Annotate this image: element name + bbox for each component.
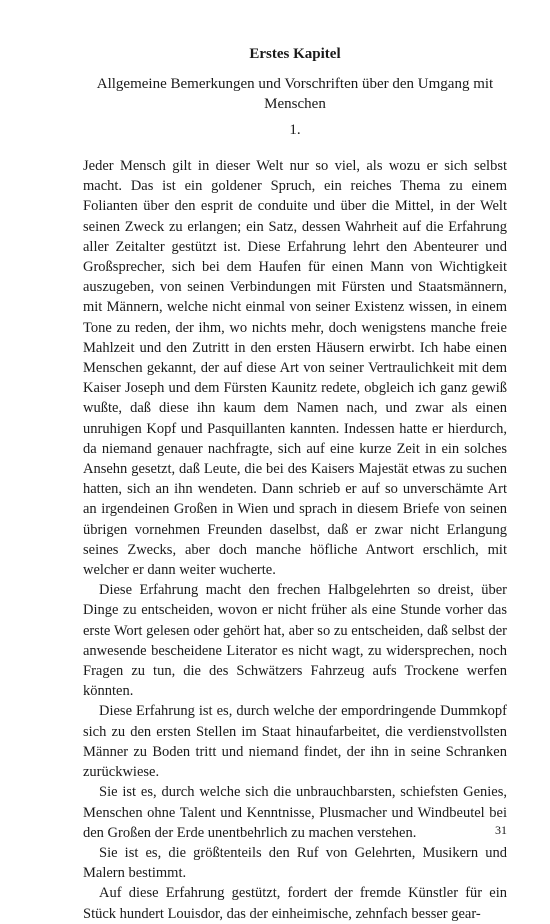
chapter-subtitle: Allgemeine Bemerkungen und Vorschriften über den Umgang mit Menschen	[96, 76, 494, 112]
chapter-title: Erstes Kapitel	[249, 46, 341, 62]
book-page	[83, 0, 507, 922]
paragraph: Sie ist es, die größtenteils den Ruf von Gelehrten, Musikern und Malern bestimmt.	[83, 844, 507, 882]
section-number: 1.	[289, 122, 301, 138]
paragraph: Jeder Mensch gilt in dieser Welt nur so viel, als wozu er sich selbst macht. Das ist ein goldener Spruch, ein reiches Thema zu einem Folianten über den esprit de conduite und über die Mittel, in der Welt seinen Zweck zu erlangen; ein Satz, dessen Wahrheit auf die Erfahrung aller Zeitalter gestützt ist. Diese Erfahrung lehrt den Abenteurer und Großsprecher, sich bei dem Haufen für einen Mann von Wichtigkeit auszugeben, von seinen Verbindungen mit Fürsten und Staatsmännern, mit Männern, welche nicht einmal von seiner Existenz wissen, in einem Tone zu reden, der ihm, wo nichts mehr, doch wenigstens manche freie Mahlzeit und den Zutritt in den ersten Häusern erwirbt. Ich habe einen Menschen gekannt, der auf diese Art von seiner Vertraulichkeit mit dem Kaiser Joseph und dem Fürsten Kaunitz redete, obgleich ich ganz gewiß wußte, daß diese ihn kaum dem Namen nach, und zwar als einen unruhigen Kopf und Pasquillanten kannten. Indessen hatte er hierdurch, da niemand genauer nachfragte, sich auf eine kurze Zeit in ein solches Ansehn gesetzt, daß Leute, die bei des Kaisers Majestät etwas zu suchen hatten, sich an ihn wendeten. Dann schrieb er auf so unverschämte Art an irgendeinen Großen in Wien und sprach in diesem Briefe von seinen übrigen vornehmen Freunden daselbst, daß er zwar nicht Erlangung seines Zwecks, aber doch manche höfliche Antwort erschlich, mit welcher er dann weiter wucherte.	[83, 158, 507, 579]
paragraph: Diese Erfahrung ist es, durch welche der empordringende Dummkopf sich zu den ersten Stellen im Staat hinaufarbeitet, die verdienstvollsten Männer zu Boden tritt und niemand findet, der ihn in seine Schranken zurückwiese.	[83, 703, 507, 781]
paragraph: Sie ist es, durch welche sich die unbrauchbarsten, schiefsten Genies, Menschen ohne Talent und Kenntnisse, Plusmacher und Windbeutel bei den Großen der Erde unentbehrlich zu machen verstehen.	[83, 784, 507, 841]
page-number: 31	[495, 823, 507, 837]
body-text	[83, 156, 507, 924]
paragraph: Diese Erfahrung macht den frechen Halbgelehrten so dreist, über Dinge zu entscheiden, wovon er nicht früher als eine Stunde vorher das erste Wort gelesen oder gehört hat, aber so zu entscheiden, daß selbst der anwesende bescheidene Literator es nicht wagt, zu widersprechen, noch Fragen zu tun, die des Schwätzers Fahrzeug aufs Trockene werfen könnten.	[83, 582, 507, 700]
paragraph: Auf diese Erfahrung gestützt, fordert der fremde Künstler für ein Stück hundert Louisdor, das der einheimische, zehnfach besser gear-	[83, 885, 507, 922]
